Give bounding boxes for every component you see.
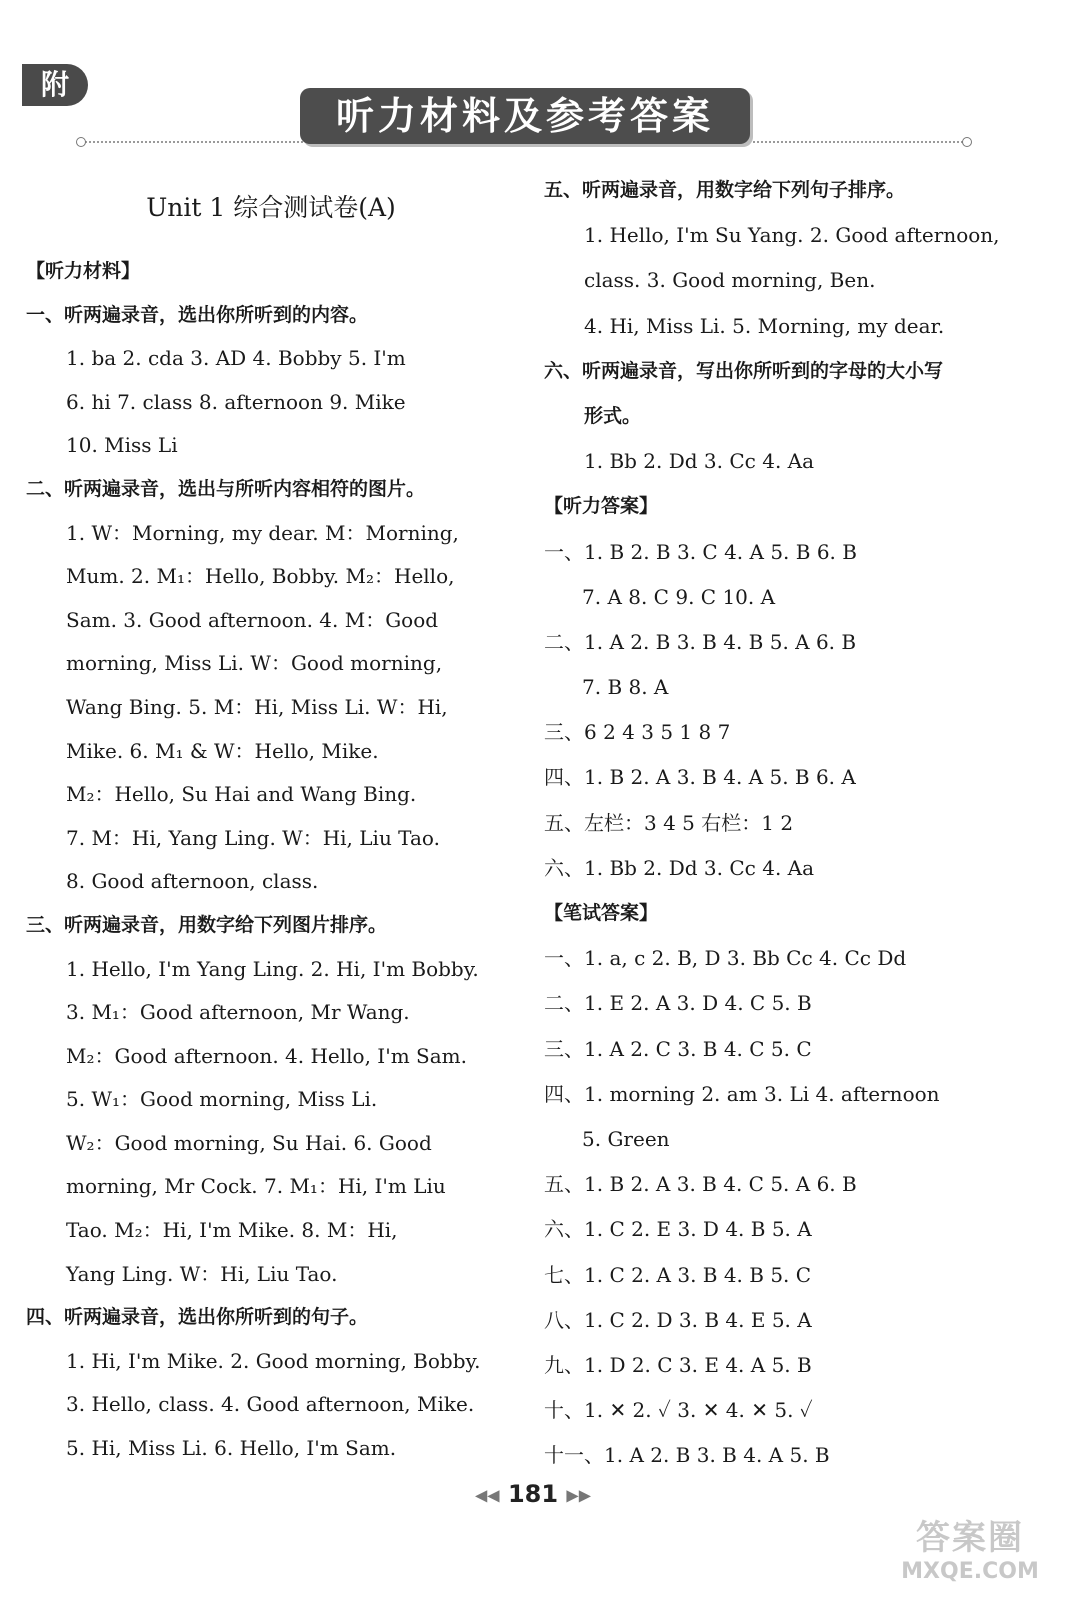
watermark-logo: 答案圈 [916, 1518, 1024, 1558]
text-line: Tao. M₂：Hi, I'm Mike. 8. M：Hi, [66, 1218, 398, 1243]
text-line: 四、1. morning 2. am 3. Li 4. afternoon [544, 1081, 940, 1106]
page-number: 181 [507, 1480, 559, 1508]
text-line: 三、1. A 2. C 3. B 4. C 5. C [544, 1036, 812, 1061]
divider-end-right [962, 137, 972, 147]
text-line: 7. A 8. C 9. C 10. A [582, 584, 776, 609]
text-line: 【听力材料】 [26, 260, 141, 282]
text-line: 三、6 2 4 3 5 1 8 7 [544, 720, 731, 745]
text-line: 七、1. C 2. A 3. B 4. B 5. C [544, 1262, 812, 1287]
text-line: 3. M₁：Good afternoon, Mr Wang. [66, 1000, 410, 1025]
text-line: 四、1. B 2. A 3. B 4. A 5. B 6. A [544, 765, 856, 790]
text-line: 5. Hi, Miss Li. 6. Hello, I'm Sam. [66, 1436, 397, 1461]
text-line: 一、1. B 2. B 3. C 4. A 5. B 6. B [544, 539, 857, 564]
watermark-url: MXQE.COM [901, 1559, 1039, 1584]
text-line: 六、1. Bb 2. Dd 3. Cc 4. Aa [544, 855, 815, 880]
text-line: morning, Mr Cock. 7. M₁：Hi, I'm Liu [66, 1174, 446, 1199]
text-line: 1. Hi, I'm Mike. 2. Good morning, Bobby. [66, 1348, 481, 1373]
text-line: 六、听两遍录音，写出你所听到的字母的大小写 [544, 359, 944, 382]
text-line: 十一、1. A 2. B 3. B 4. A 5. B [544, 1443, 830, 1468]
text-line: M₂：Hello, Su Hai and Wang Bing. [66, 782, 417, 807]
text-line: 二、听两遍录音，选出与所听内容相符的图片。 [26, 477, 426, 500]
text-line: Yang Ling. W：Hi, Liu Tao. [66, 1261, 338, 1286]
left-lines [26, 250, 516, 1471]
right-column [544, 168, 1044, 1478]
page-banner-title: 听力材料及参考答案 [300, 88, 750, 144]
text-line: 五、1. B 2. A 3. B 4. C 5. A 6. B [544, 1172, 857, 1197]
text-line: 三、听两遍录音，用数字给下列图片排序。 [26, 913, 388, 936]
text-line: 一、1. a, c 2. B, D 3. Bb Cc 4. Cc Dd [544, 946, 907, 971]
text-line: 二、1. E 2. A 3. D 4. C 5. B [544, 991, 812, 1016]
text-line: 六、1. C 2. E 3. D 4. B 5. A [544, 1217, 812, 1242]
text-line: morning, Miss Li. W：Good morning, [66, 651, 443, 676]
watermark [880, 1510, 1060, 1590]
unit-title: Unit 1 综合测试卷(A) [146, 193, 396, 222]
appendix-tab: 附 [22, 64, 88, 106]
text-line: 九、1. D 2. C 3. E 4. A 5. B [544, 1352, 812, 1377]
divider-end-left [76, 137, 86, 147]
text-line: Wang Bing. 5. M：Hi, Miss Li. W：Hi, [66, 694, 448, 719]
text-line: 形式。 [584, 404, 642, 427]
text-line: class. 3. Good morning, Ben. [584, 268, 876, 293]
text-line: 3. Hello, class. 4. Good afternoon, Mike. [66, 1392, 475, 1417]
text-line: 【笔试答案】 [544, 902, 659, 924]
right-lines [544, 168, 1044, 1478]
text-line: 【听力答案】 [544, 495, 659, 518]
left-column [26, 188, 516, 1471]
text-line: 7. B 8. A [582, 675, 669, 700]
text-line: W₂：Good morning, Su Hai. 6. Good [66, 1130, 432, 1155]
text-line: Sam. 3. Good afternoon. 4. M：Good [66, 607, 439, 632]
text-line: 4. Hi, Miss Li. 5. Morning, my dear. [584, 313, 945, 338]
text-line: M₂：Good afternoon. 4. Hello, I'm Sam. [66, 1043, 467, 1068]
text-line: 7. M：Hi, Yang Ling. W：Hi, Liu Tao. [66, 825, 440, 850]
text-line: 五、左栏：3 4 5 右栏：1 2 [544, 810, 794, 835]
text-line: 1. Hello, I'm Yang Ling. 2. Hi, I'm Bobby. [66, 956, 479, 981]
text-line: 6. hi 7. class 8. afternoon 9. Mike [66, 389, 406, 414]
text-line: 八、1. C 2. D 3. B 4. E 5. A [544, 1307, 812, 1332]
text-line: 十、1. ✕ 2. ✓ 3. ✕ 4. ✕ 5. ✓ [544, 1398, 813, 1423]
text-line: 四、听两遍录音，选出你所听到的句子。 [26, 1306, 369, 1329]
text-line: 五、听两遍录音，用数字给下列句子排序。 [544, 179, 906, 201]
text-line: 5. Green [582, 1126, 670, 1151]
text-line: 1. W：Morning, my dear. M：Morning, [66, 520, 459, 545]
text-line: Mike. 6. M₁ & W：Hello, Mike. [66, 738, 379, 763]
next-arrows-icon: ▶▶ [566, 1485, 592, 1505]
text-line: 1. ba 2. cda 3. AD 4. Bobby 5. I'm [66, 346, 406, 371]
prev-arrows-icon: ◀◀ [474, 1485, 500, 1505]
text-line: 1. Hello, I'm Su Yang. 2. Good afternoon, [584, 223, 1000, 248]
text-line: 10. Miss Li [66, 433, 178, 458]
text-line: Mum. 2. M₁：Hello, Bobby. M₂：Hello, [66, 564, 455, 589]
text-line: 二、1. A 2. B 3. B 4. B 5. A 6. B [544, 629, 857, 654]
text-line: 1. Bb 2. Dd 3. Cc 4. Aa [584, 449, 815, 474]
text-line: 5. W₁：Good morning, Miss Li. [66, 1087, 378, 1112]
text-line: 一、听两遍录音，选出你所听到的内容。 [26, 303, 369, 326]
text-line: 8. Good afternoon, class. [66, 869, 319, 894]
